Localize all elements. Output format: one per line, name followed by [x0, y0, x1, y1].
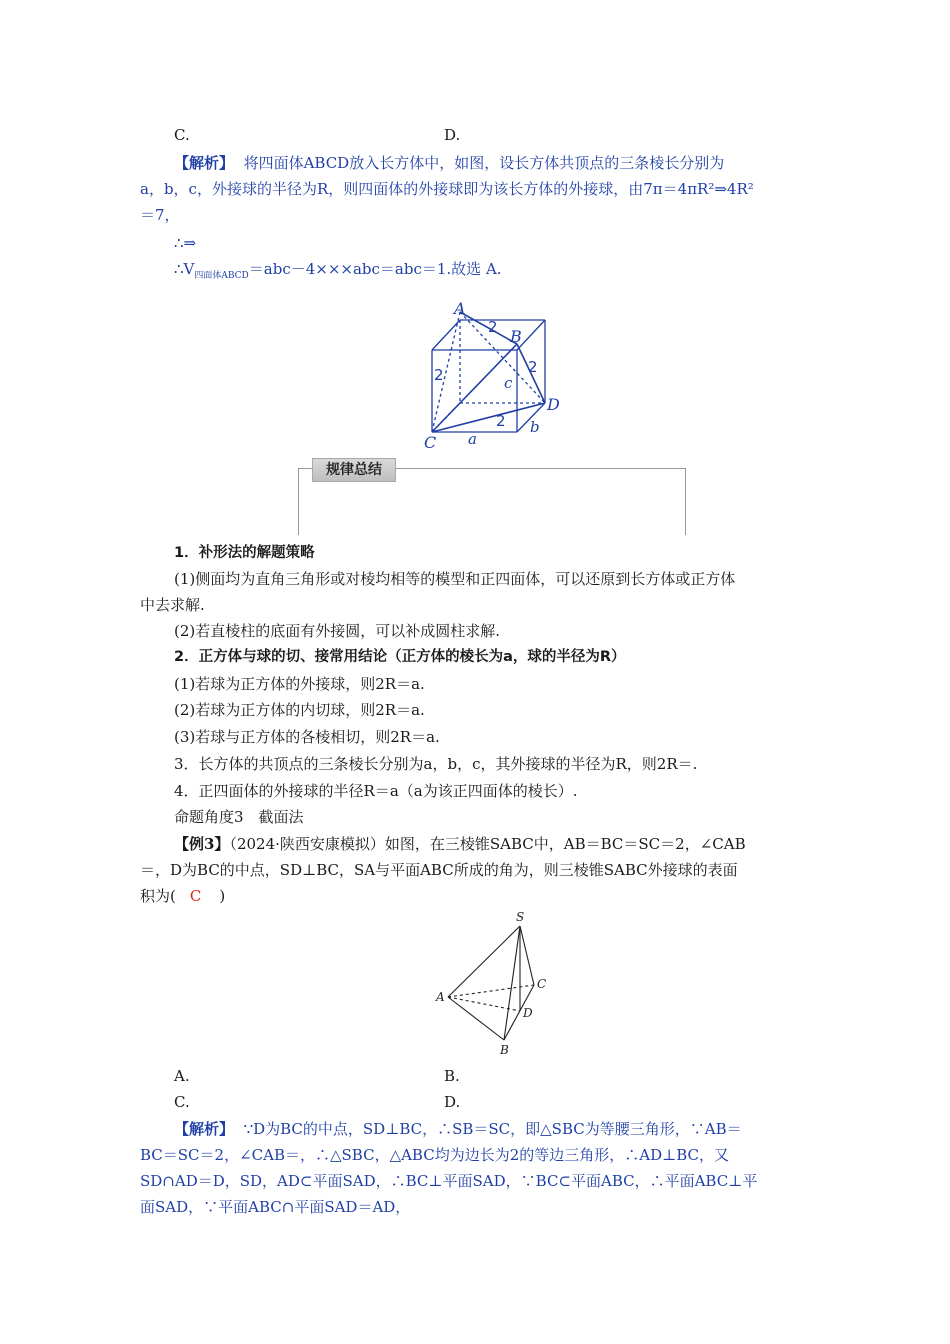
- solution-tag: 【解析】: [174, 154, 235, 172]
- edge-label-two-ab: 2: [488, 318, 498, 336]
- edge-label-two-left: 2: [434, 366, 444, 384]
- example-3-text-1: （2024·陕西安康模拟）如图，在三棱锥SABC中，AB＝BC＝SC＝2，∠CAB: [229, 835, 746, 853]
- pyramid-label-a: A: [436, 990, 445, 1004]
- choice-c: C.: [174, 1093, 190, 1111]
- example-3-line-1: [140, 831, 812, 857]
- solution-1-line-2: a，b，c，外接球的半径为R，则四面体的外接球即为该长方体的外接球，由7π＝4πR²⇒4R²: [140, 180, 754, 198]
- volume-prefix: ∴V: [174, 260, 195, 278]
- answer-mark: C: [189, 887, 202, 905]
- edge-label-two-bottom: 2: [496, 412, 506, 430]
- volume-text: ＝abc－4×××abc＝abc＝1.故选 A.: [248, 260, 502, 278]
- summary-title: 规律总结: [312, 458, 396, 482]
- summary-p3: (1)若球为正方体的外接球，则2R＝a.: [174, 675, 425, 693]
- example-3-close: ): [219, 887, 226, 905]
- edge-label-a: a: [468, 430, 477, 448]
- pyramid-label-c: C: [537, 977, 547, 991]
- choice-d-top: D.: [444, 126, 461, 144]
- vertex-label-c: C: [424, 433, 437, 452]
- solution-2-line-1: [140, 1116, 812, 1142]
- cuboid-figure: [410, 298, 570, 456]
- solution-2-line-4: 面SAD，∵平面ABC∩平面SAD＝AD，: [140, 1198, 411, 1216]
- pyramid-label-b: B: [500, 1043, 509, 1057]
- choice-c-top: C.: [174, 126, 190, 144]
- edge-label-b: b: [530, 418, 540, 436]
- edge-label-two-right: 2: [528, 358, 538, 376]
- pyramid-label-s: S: [516, 910, 525, 924]
- pyramid-label-d: D: [523, 1006, 533, 1020]
- choice-b: B.: [444, 1067, 460, 1085]
- solution-1-line-5: [174, 256, 846, 289]
- vertex-label-b: B: [510, 327, 522, 346]
- summary-heading-1: 1．补形法的解题策略: [174, 545, 315, 561]
- summary-p5: (3)若球与正方体的各棱相切，则2R＝a.: [174, 728, 440, 746]
- summary-p6: 3．长方体的共顶点的三条棱长分别为a，b，c，其外接球的半径为R，则2R＝.: [174, 755, 698, 773]
- solution-2-line-3: SD∩AD＝D，SD，AD⊂平面SAD，∴BC⊥平面SAD，∵BC⊂平面ABC，∴平面ABC⊥平: [140, 1172, 758, 1190]
- solution-2-text-1: ∵D为BC的中点，SD⊥BC，∴SB＝SC，即△SBC为等腰三角形，∵AB＝: [243, 1120, 742, 1138]
- solution-1-text-1: 将四面体ABCD放入长方体中，如图，设长方体共顶点的三条棱长分别为: [243, 154, 725, 172]
- summary-p2: (2)若直棱柱的底面有外接圆，可以补成圆柱求解.: [174, 622, 501, 640]
- pyramid-figure: [428, 908, 558, 1060]
- summary-heading-2: 2．正方体与球的切、接常用结论（正方体的棱长为a，球的半径为R）: [174, 649, 626, 665]
- summary-p4: (2)若球为正方体的内切球，则2R＝a.: [174, 701, 425, 719]
- angle-heading: 命题角度3 截面法: [174, 808, 304, 826]
- example-tag: 【例3】: [174, 835, 230, 853]
- edge-label-c: c: [504, 374, 513, 392]
- solution-1-line-1: [140, 150, 812, 176]
- choice-a: A.: [174, 1067, 190, 1085]
- example-3-line-3: [140, 883, 812, 909]
- solution-1-line-4: ∴⇒: [174, 234, 197, 252]
- summary-p1a: (1)侧面均为直角三角形或对棱均相等的模型和正四面体，可以还原到长方体或正方体: [174, 570, 736, 588]
- vertex-label-d: D: [547, 395, 560, 414]
- example-3-line-2: ＝，D为BC的中点，SD⊥BC，SA与平面ABC所成的角为，则三棱锥SABC外接球的表面: [140, 861, 738, 879]
- summary-p1b: 中去求解.: [140, 596, 205, 614]
- summary-p7: 4．正四面体的外接球的半径R＝a（a为该正四面体的棱长）.: [174, 782, 578, 800]
- example-3-text-3: 积为(: [140, 887, 176, 905]
- solution-2-line-2: BC＝SC＝2，∠CAB＝，∴△SBC，△ABC均为边长为2的等边三角形，∴AD⊥BC，又: [140, 1146, 730, 1164]
- vertex-label-a: A: [454, 299, 466, 318]
- volume-subscript: 四面体ABCD: [194, 271, 249, 281]
- choice-d: D.: [444, 1093, 461, 1111]
- solution-2-tag: 【解析】: [174, 1120, 235, 1138]
- solution-1-line-3: ＝7，: [140, 206, 180, 224]
